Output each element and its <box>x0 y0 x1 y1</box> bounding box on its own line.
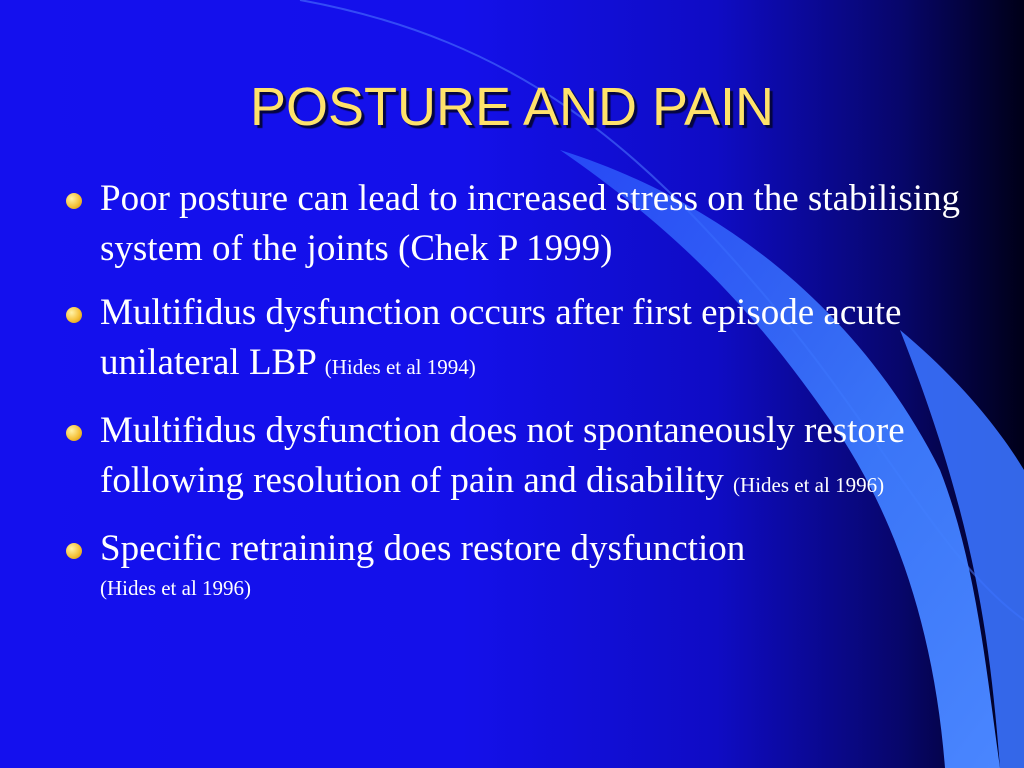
bullet-item <box>62 524 972 602</box>
bullet-item <box>62 174 972 274</box>
bullet-dot-icon <box>66 425 82 441</box>
bullet-text: Specific retraining does restore dysfunction <box>100 528 746 569</box>
citation: (Hides et al 1996) <box>100 576 252 600</box>
bullet-item <box>62 406 972 510</box>
bullet-item <box>62 288 972 392</box>
bullet-dot-icon <box>66 193 82 209</box>
bullet-text: Poor posture can lead to increased stress on the stabilising system of the joints (Chek P 1999) <box>100 178 961 269</box>
citation: (Hides et al 1994) <box>324 355 476 379</box>
citation: (Hides et al 1996) <box>733 473 885 497</box>
slide-title: POSTURE AND PAIN <box>249 77 775 137</box>
bullet-dot-icon <box>66 307 82 323</box>
bullet-dot-icon <box>66 543 82 559</box>
bullet-text: Multifidus dysfunction does not spontaneously restore following resolution of pain and disability <box>100 410 905 501</box>
bullet-list <box>62 174 972 616</box>
bullet-text: Multifidus dysfunction occurs after first episode acute unilateral LBP <box>100 292 902 383</box>
